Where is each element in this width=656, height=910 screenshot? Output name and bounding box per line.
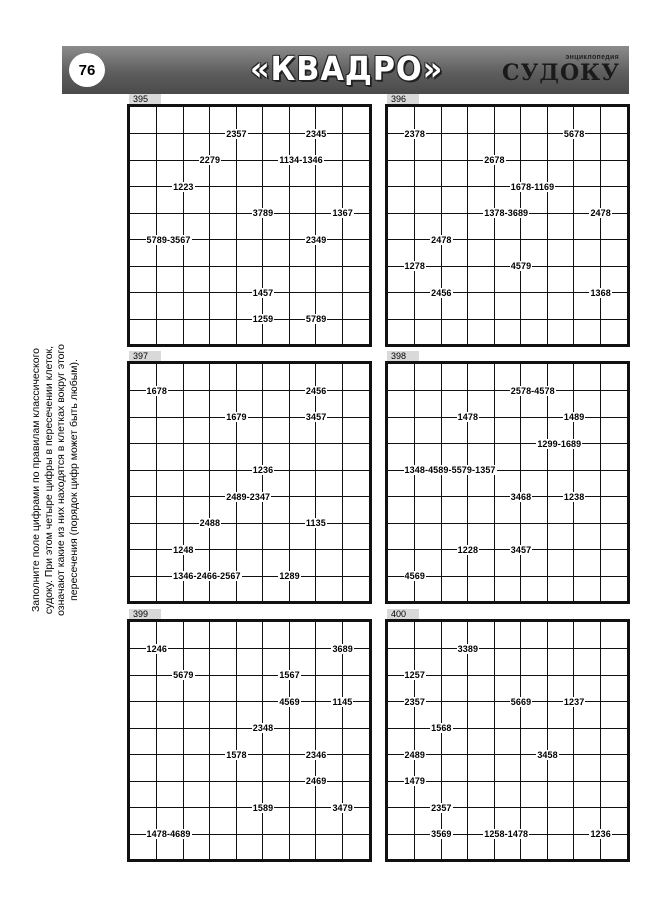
grid-line — [236, 107, 237, 344]
grid-line — [130, 319, 369, 320]
sudoku-grid[interactable] — [385, 361, 630, 604]
grid-line — [547, 107, 548, 344]
intersection-clue: 2488 — [199, 518, 221, 529]
intersection-clue: 2678 — [484, 155, 505, 166]
grid-line — [130, 133, 369, 134]
page-header — [62, 46, 629, 94]
instructions-text: Заполните поле цифрами по правилам классического судоку. При этом четыре цифры в пересечении клеток, означают какие из них находятся в клетках вокруг этого пересечения (порядок цифр может быть любым). — [30, 344, 80, 616]
intersection-clue: 1678-1169 — [510, 181, 555, 192]
intersection-clue: 2578-4578 — [510, 385, 555, 396]
intersection-clue: 3569 — [431, 829, 452, 840]
grid-line — [156, 107, 157, 344]
intersection-clue: 1679 — [226, 412, 247, 423]
sudoku-grid[interactable] — [385, 104, 630, 347]
grid-line — [388, 496, 627, 497]
grid-line — [130, 754, 369, 755]
grid-line — [289, 622, 290, 859]
intersection-clue: 1478 — [457, 412, 479, 423]
grid-line — [414, 364, 415, 601]
grid-line — [209, 107, 210, 344]
intersection-clue: 2279 — [199, 155, 221, 166]
grid-line — [130, 417, 369, 418]
intersection-clue: 4579 — [510, 261, 532, 272]
intersection-clue: 2345 — [305, 128, 327, 139]
intersection-clue: 1236 — [252, 465, 274, 476]
intersection-clue: 4569 — [404, 571, 425, 582]
grid-line — [520, 364, 521, 601]
grid-line — [315, 622, 316, 859]
page-number: 76 — [69, 53, 105, 87]
intersection-clue: 1567 — [279, 670, 300, 681]
grid-line — [236, 364, 237, 601]
grid-line — [388, 807, 627, 808]
grid-line — [520, 622, 521, 859]
grid-line — [388, 390, 627, 391]
grid-line — [342, 107, 343, 344]
grid-line — [547, 622, 548, 859]
grid-line — [262, 107, 263, 344]
grid-line — [130, 470, 369, 471]
grid-line — [130, 292, 369, 293]
grid-line — [520, 107, 521, 344]
intersection-clue: 2478 — [431, 234, 452, 245]
grid-line — [289, 107, 290, 344]
intersection-clue: 1368 — [590, 287, 611, 298]
intersection-clue: 1346-2466-2567 — [173, 571, 241, 582]
puzzle-number: 395 — [129, 94, 161, 104]
intersection-clue: 1134-1346 — [279, 155, 323, 166]
intersection-clue: 2489 — [404, 749, 425, 760]
grid-line — [183, 622, 184, 859]
grid-line — [467, 364, 468, 601]
intersection-clue: 3457 — [305, 412, 327, 423]
grid-line — [388, 728, 627, 729]
intersection-clue: 3389 — [457, 643, 479, 654]
grid-line — [467, 622, 468, 859]
grid-line — [494, 364, 495, 601]
intersection-clue: 2348 — [252, 723, 274, 734]
intersection-clue: 1278 — [404, 261, 425, 272]
grid-line — [414, 107, 415, 344]
grid-line — [209, 622, 210, 859]
intersection-clue: 5789 — [305, 314, 327, 325]
intersection-clue: 5789-3567 — [146, 234, 191, 245]
intersection-clue: 1568 — [431, 723, 452, 734]
grid-line — [600, 107, 601, 344]
intersection-clue: 1237 — [563, 696, 585, 707]
grid-line — [547, 364, 548, 601]
grid-line — [467, 107, 468, 344]
intersection-clue: 1457 — [252, 287, 274, 298]
intersection-clue: 1228 — [457, 544, 479, 555]
grid-line — [315, 364, 316, 601]
intersection-clue: 2456 — [431, 287, 452, 298]
grid-line — [130, 160, 369, 161]
grid-line — [441, 107, 442, 344]
grid-line — [130, 675, 369, 676]
intersection-clue: 1348-4589-5579-1357 — [404, 465, 496, 476]
sudoku-grid[interactable] — [127, 361, 372, 604]
intersection-clue: 2478 — [590, 208, 611, 219]
intersection-clue: 1678 — [146, 385, 167, 396]
intersection-clue: 1589 — [252, 802, 274, 813]
intersection-clue: 5679 — [173, 670, 194, 681]
grid-line — [130, 728, 369, 729]
brand-subtitle: энциклопедия — [565, 54, 619, 61]
intersection-clue: 1489 — [563, 412, 585, 423]
grid-line — [388, 443, 627, 444]
puzzle-number: 400 — [387, 609, 419, 619]
grid-line — [388, 648, 627, 649]
grid-line — [388, 417, 627, 418]
grid-line — [183, 364, 184, 601]
puzzle-number: 396 — [387, 94, 419, 104]
intersection-clue: 1378-3689 — [484, 208, 529, 219]
intersection-clue: 3468 — [510, 491, 532, 502]
intersection-clue: 1238 — [563, 491, 585, 502]
intersection-clue: 1246 — [146, 643, 167, 654]
grid-line — [130, 523, 369, 524]
grid-line — [414, 622, 415, 859]
intersection-clue: 2357 — [226, 128, 247, 139]
grid-line — [388, 239, 627, 240]
intersection-clue: 1478-4689 — [146, 829, 191, 840]
grid-line — [130, 186, 369, 187]
grid-line — [494, 107, 495, 344]
grid-line — [494, 622, 495, 859]
intersection-clue: 1578 — [226, 749, 247, 760]
intersection-clue: 3689 — [332, 643, 353, 654]
intersection-clue: 1236 — [590, 829, 611, 840]
grid-line — [600, 364, 601, 601]
grid-line — [388, 160, 627, 161]
grid-line — [183, 107, 184, 344]
intersection-clue: 5669 — [510, 696, 532, 707]
brand-logo: СУДОКУ — [502, 60, 620, 86]
grid-line — [388, 549, 627, 550]
grid-line — [156, 364, 157, 601]
sudoku-grid[interactable] — [127, 619, 372, 862]
grid-line — [130, 549, 369, 550]
grid-line — [130, 576, 369, 577]
grid-line — [236, 622, 237, 859]
grid-line — [262, 364, 263, 601]
puzzle-number: 399 — [129, 609, 161, 619]
grid-line — [315, 107, 316, 344]
grid-line — [573, 364, 574, 601]
grid-line — [600, 622, 601, 859]
intersection-clue: 2378 — [404, 128, 425, 139]
intersection-clue: 3458 — [537, 749, 558, 760]
grid-line — [388, 186, 627, 187]
grid-line — [441, 622, 442, 859]
intersection-clue: 1145 — [332, 696, 353, 707]
sudoku-grid[interactable] — [385, 619, 630, 862]
grid-line — [262, 622, 263, 859]
intersection-clue: 1259 — [252, 314, 274, 325]
grid-line — [130, 266, 369, 267]
intersection-clue: 1135 — [305, 518, 326, 529]
grid-line — [209, 364, 210, 601]
sudoku-grid[interactable] — [127, 104, 372, 347]
intersection-clue: 1223 — [173, 181, 194, 192]
grid-line — [342, 622, 343, 859]
page-title: «КВАДРО» — [250, 49, 444, 88]
intersection-clue: 1299-1689 — [537, 438, 582, 449]
grid-line — [573, 622, 574, 859]
puzzle-number: 397 — [129, 351, 161, 361]
intersection-clue: 4569 — [279, 696, 300, 707]
intersection-clue: 3457 — [510, 544, 532, 555]
grid-line — [156, 622, 157, 859]
intersection-clue: 5678 — [563, 128, 585, 139]
intersection-clue: 2357 — [404, 696, 425, 707]
grid-line — [573, 107, 574, 344]
grid-line — [289, 364, 290, 601]
intersection-clue: 1479 — [404, 776, 425, 787]
grid-line — [130, 443, 369, 444]
intersection-clue: 3479 — [332, 802, 353, 813]
intersection-clue: 1289 — [279, 571, 300, 582]
puzzle-number: 398 — [387, 351, 419, 361]
grid-line — [388, 523, 627, 524]
grid-line — [130, 781, 369, 782]
intersection-clue: 2489-2347 — [226, 491, 271, 502]
grid-line — [441, 364, 442, 601]
intersection-clue: 2469 — [305, 776, 327, 787]
intersection-clue: 2349 — [305, 234, 327, 245]
intersection-clue: 1367 — [332, 208, 353, 219]
grid-line — [342, 364, 343, 601]
grid-line — [388, 319, 627, 320]
intersection-clue: 2357 — [431, 802, 452, 813]
intersection-clue: 2346 — [305, 749, 327, 760]
intersection-clue: 1257 — [404, 670, 425, 681]
intersection-clue: 3789 — [252, 208, 274, 219]
intersection-clue: 1248 — [173, 544, 194, 555]
intersection-clue: 2456 — [305, 385, 327, 396]
intersection-clue: 1258-1478 — [484, 829, 529, 840]
